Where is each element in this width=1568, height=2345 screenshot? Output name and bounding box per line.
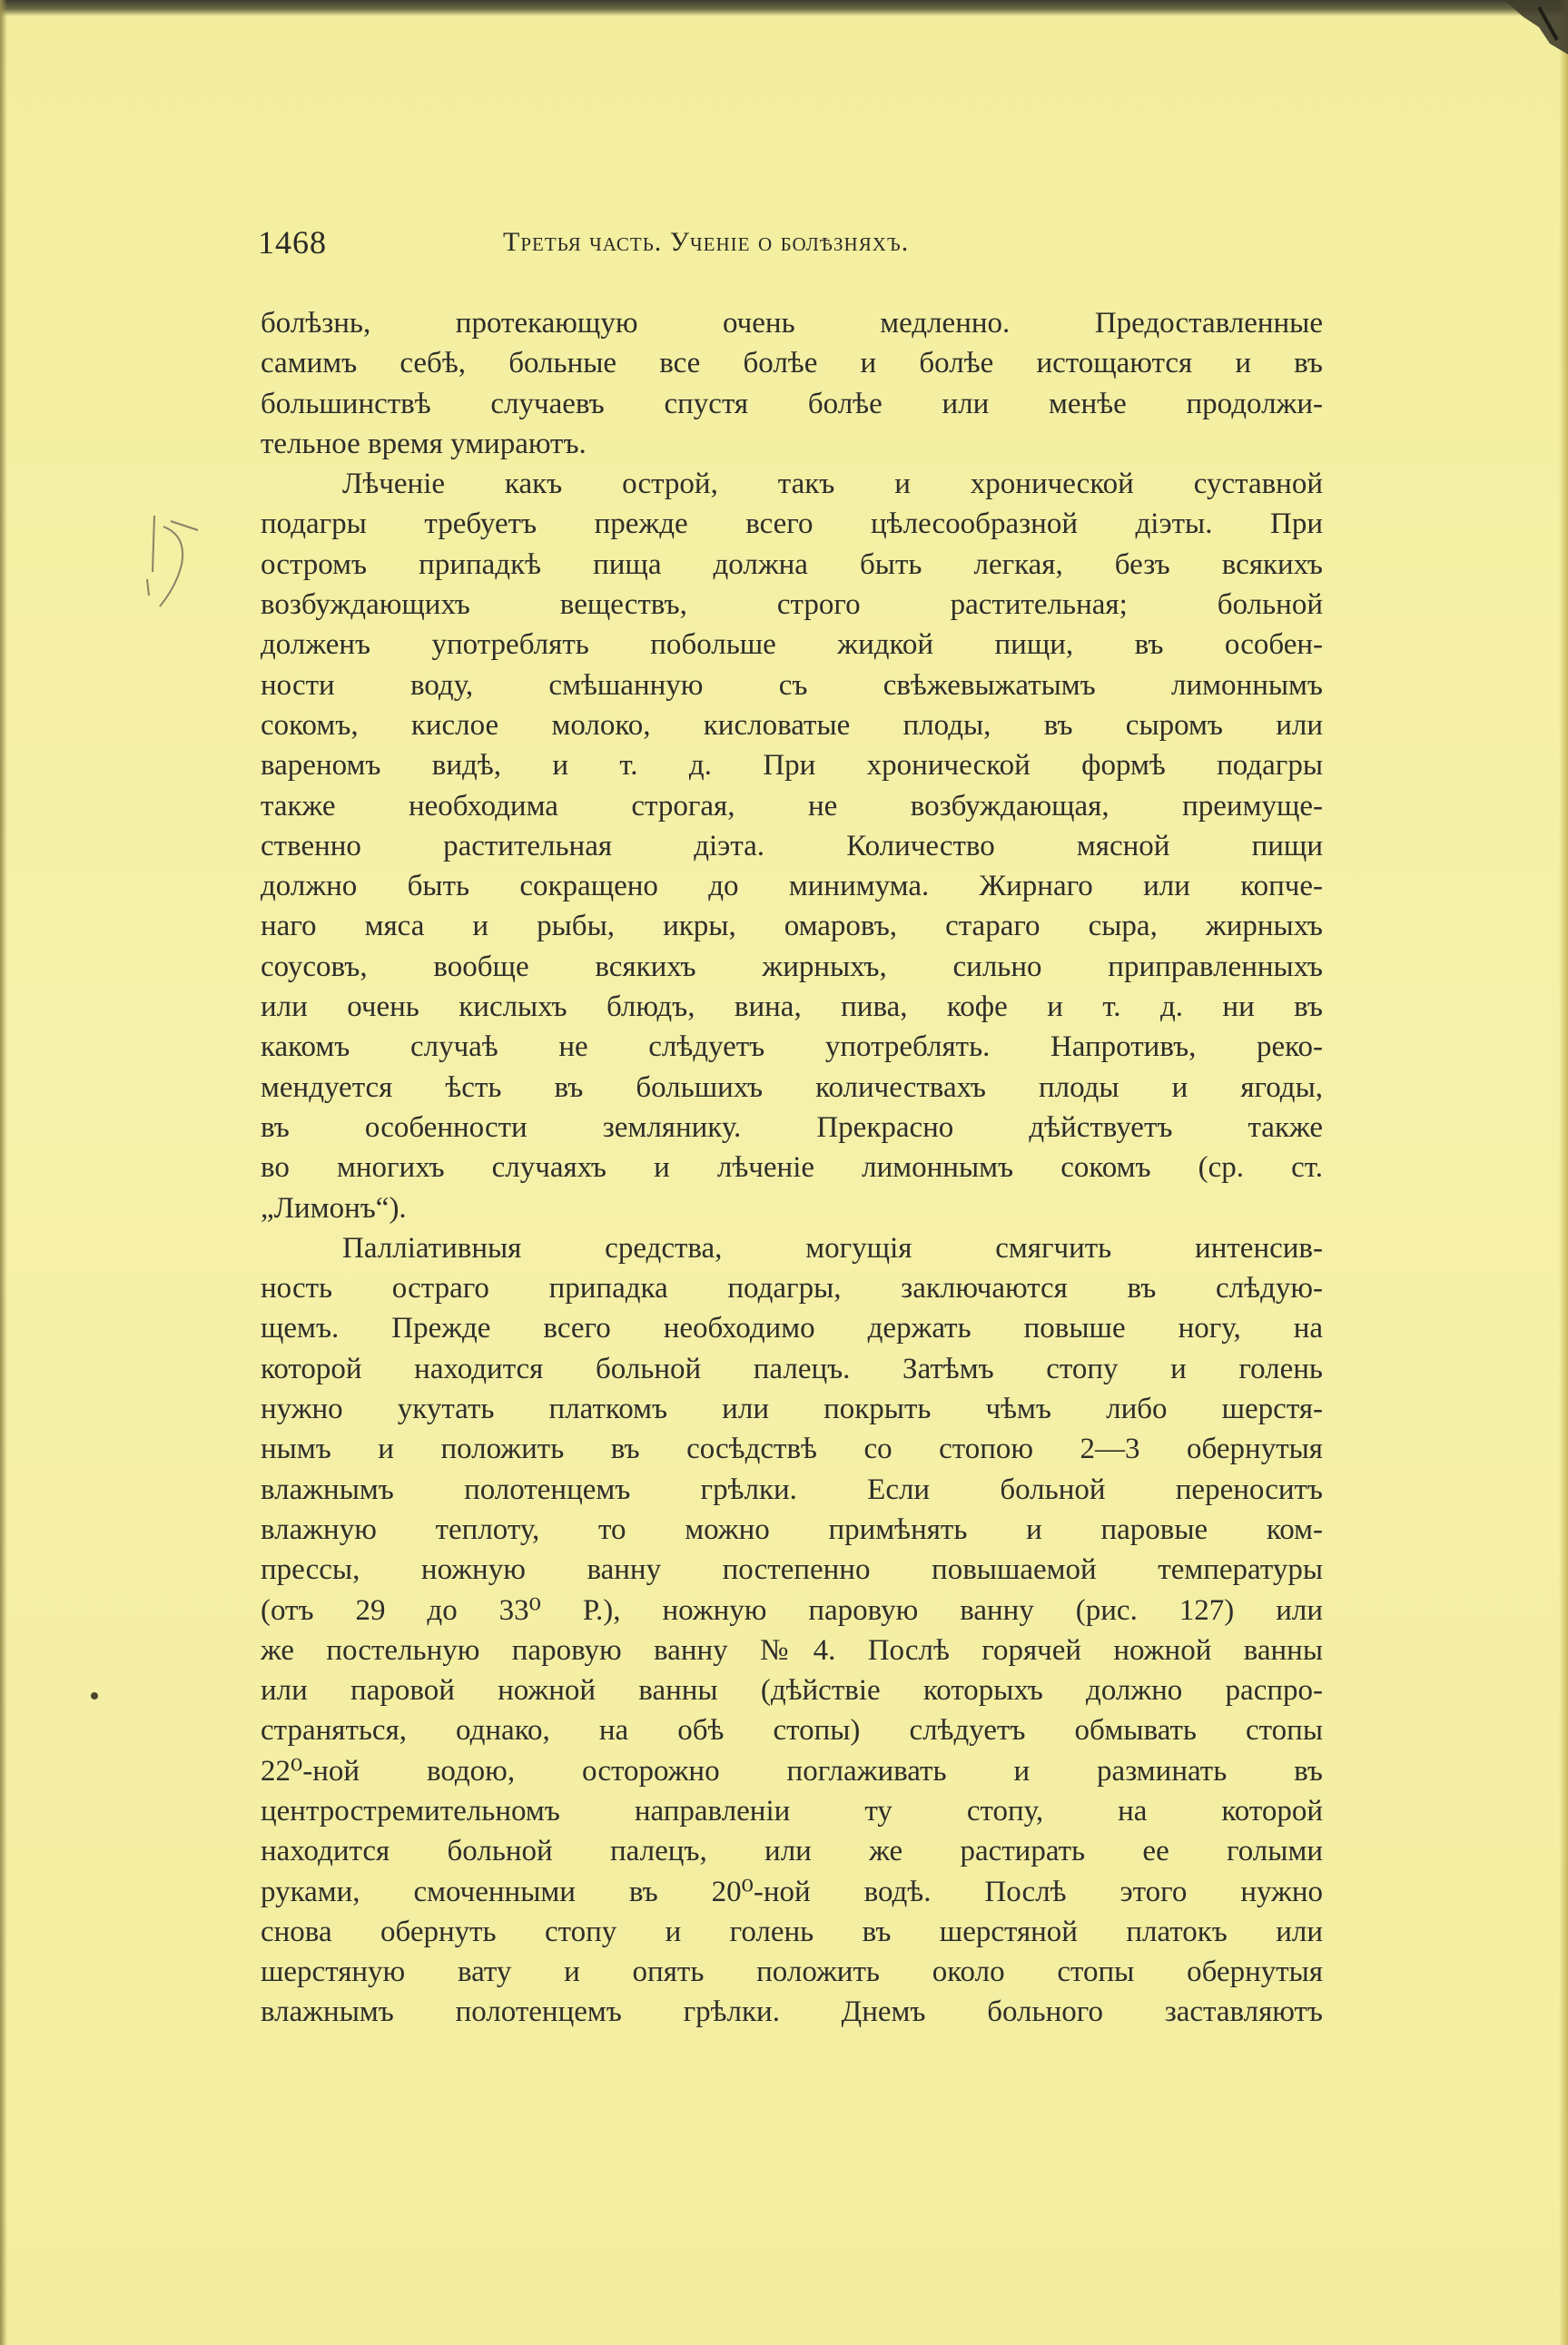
text-line: прессы, ножную ванну постепенно повышаемой температуры bbox=[261, 1553, 1323, 1587]
text-line: большинствѣ случаевъ спустя болѣе или менѣе продолжи- bbox=[261, 387, 1323, 420]
text-line: самимъ себѣ, больные все болѣе и болѣе истощаются и въ bbox=[261, 347, 1323, 380]
text-line: щемъ. Прежде всего необходимо держать повыше ногу, на bbox=[261, 1312, 1323, 1345]
body-text bbox=[261, 303, 1323, 2033]
text-line: также необходима строгая, не возбуждающая, преимуще- bbox=[261, 789, 1323, 823]
text-line: нужно укутать платкомъ или покрыть чѣмъ либо шерстя- bbox=[261, 1393, 1323, 1426]
pencil-margin-mark bbox=[143, 508, 216, 617]
text-line: болѣзнь, протекающую очень медленно. Предоставленные bbox=[261, 307, 1323, 340]
text-line: влажную теплоту, то можно примѣнять и паровые ком- bbox=[261, 1512, 1323, 1546]
text-line: въ особенности землянику. Прекрасно дѣйствуетъ также bbox=[261, 1110, 1323, 1144]
text-line: во многихъ случаяхъ и лѣченіе лимоннымъ сокомъ (ср. ст. bbox=[261, 1151, 1323, 1185]
page-number: 1468 bbox=[258, 224, 327, 261]
page-top-edge bbox=[0, 0, 1568, 16]
text-line: снова обернуть стопу и голень въ шерстяной платокъ или bbox=[261, 1915, 1323, 1948]
text-line: тельное время умираютъ. bbox=[261, 427, 587, 460]
text-line: мендуется ѣсть въ большихъ количествахъ плоды и ягоды, bbox=[261, 1070, 1323, 1104]
text-line: руками, смоченными въ 20⁰-ной водѣ. Послѣ этого нужно bbox=[261, 1875, 1323, 1908]
text-line: центростремительномъ направленіи ту стопу, на которой bbox=[261, 1794, 1323, 1828]
text-line: влажнымъ полотенцемъ грѣлки. Днемъ больного заставляютъ bbox=[261, 1995, 1323, 2029]
running-head bbox=[258, 223, 1316, 265]
text-line: должно быть сокращено до минимума. Жирнаго или копче- bbox=[261, 870, 1323, 903]
text-line: Палліативныя средства, могущія смягчить интенсив- bbox=[342, 1231, 1323, 1265]
text-line: же постельную паровую ванну №4. Послѣ горячей ножной ванны bbox=[261, 1633, 1323, 1667]
text-line: влажнымъ полотенцемъ грѣлки. Если больной переноситъ bbox=[261, 1473, 1323, 1506]
text-line: долженъ употреблять побольше жидкой пищи, въ особен- bbox=[261, 628, 1323, 662]
text-line: соусовъ, вообще всякихъ жирныхъ, сильно приправленныхъ bbox=[261, 950, 1323, 983]
text-line: возбуждающихъ веществъ, строго растительная; больной bbox=[261, 588, 1323, 622]
page-right-edge bbox=[1559, 0, 1568, 2345]
text-line: ности воду, смѣшанную съ свѣжевыжатымъ лимоннымъ bbox=[261, 668, 1323, 702]
text-line: или очень кислыхъ блюдъ, вина, пива, кофе и т. д. ни въ bbox=[261, 990, 1323, 1024]
text-line: остромъ припадкѣ пища должна быть легкая, безъ всякихъ bbox=[261, 547, 1323, 581]
text-line: ность остраго припадка подагры, заключаются въ слѣдую- bbox=[261, 1272, 1323, 1306]
running-title: Третья часть. Ученіе о болѣзняхъ. bbox=[503, 227, 910, 257]
text-line: которой находится больной палецъ. Затѣмъ стопу и голень bbox=[261, 1352, 1323, 1385]
text-line: сокомъ, кислое молоко, кисловатые плоды, въ сыромъ или bbox=[261, 708, 1323, 742]
text-line: подагры требуетъ прежде всего цѣлесообразной діэты. При bbox=[261, 507, 1323, 541]
page-left-edge bbox=[0, 0, 7, 2345]
text-line: Лѣченіе какъ острой, такъ и хронической суставной bbox=[342, 468, 1323, 501]
text-line: какомъ случаѣ не слѣдуетъ употреблять. Напротивъ, реко- bbox=[261, 1030, 1323, 1064]
text-line: „Лимонъ“). bbox=[261, 1191, 407, 1225]
text-line: нымъ и положить въ сосѣдствѣ со стопою 2—3 обернутыя bbox=[261, 1433, 1323, 1466]
text-line: вареномъ видѣ, и т. д. При хронической формѣ подагры bbox=[261, 749, 1323, 783]
text-line: или паровой ножной ванны (дѣйствіе которыхъ должно распро- bbox=[261, 1674, 1323, 1708]
text-line: (отъ 29 до 33⁰ Р.), ножную паровую ванну (рис. 127) или bbox=[261, 1593, 1323, 1627]
text-line: страняться, однако, на обѣ стопы) слѣдуетъ обмывать стопы bbox=[261, 1714, 1323, 1748]
text-line: шерстяную вату и опять положить около стопы обернутыя bbox=[261, 1956, 1323, 1989]
corner-tear-mark bbox=[1486, 0, 1568, 54]
text-line: 22⁰-ной водою, осторожно поглаживать и разминать въ bbox=[261, 1754, 1323, 1788]
text-line: находится больной палецъ, или же растирать ее голыми bbox=[261, 1835, 1323, 1868]
text-line: ственно растительная діэта. Количество мясной пищи bbox=[261, 829, 1323, 862]
margin-dot bbox=[91, 1692, 98, 1700]
text-line: наго мяса и рыбы, икры, омаровъ, стараго сыра, жирныхъ bbox=[261, 910, 1323, 943]
